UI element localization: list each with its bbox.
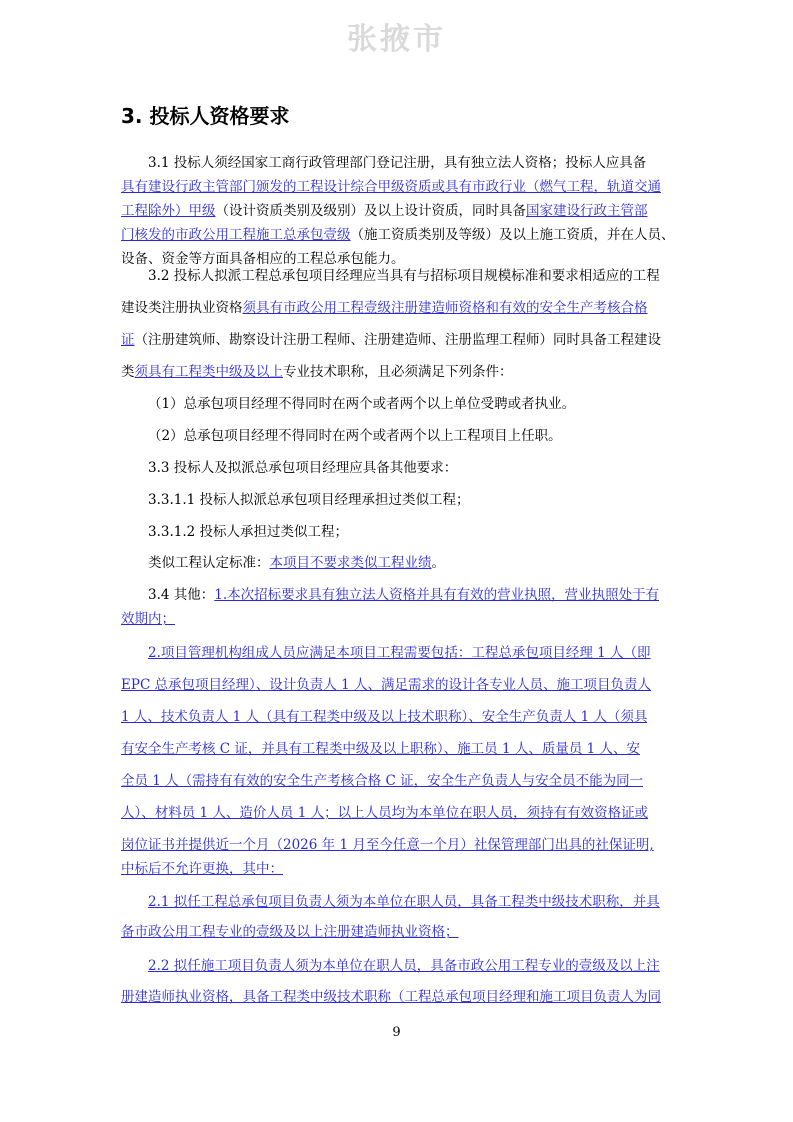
paragraph-3-1-line: 3.1 投标人须经国家工商行政管理部门登记注册，具有独立法人资格；投标人应具备 [148, 155, 647, 171]
link-project-team[interactable]: EPC 总承包项目经理）、设计负责人 1 人、满足需求的设计各专业人员、施工项目负责人 [121, 677, 651, 693]
link-item-2-2[interactable]: 册建造师执业资格，具备工程类中级技术职称（工程总承包项目经理和施工项目负责人为同 [121, 989, 661, 1005]
text-segment: 类似工程认定标准： [148, 555, 270, 571]
similar-project-standard [148, 553, 445, 573]
link-project-team[interactable]: 有安全生产考核 C 证，并具有工程类中级及以上职称）、施工员 1 人、质量员 1 人、安 [121, 741, 641, 757]
paragraph-3-1-line [121, 225, 675, 245]
link-project-team[interactable]: 1 人、技术负责人 1 人（具有工程类中级及以上技术职称）、安全生产负责人 1 人（须具 [121, 709, 648, 725]
text-segment: 建设类注册执业资格 [121, 300, 243, 316]
paragraph-3-2-line [121, 298, 648, 318]
text-segment: 专业技术职称，且必须满足下列条件： [283, 364, 513, 380]
link-business-license[interactable]: 1.本次招标要求具有独立法人资格并具有有效的营业执照，营业执照处于有 [214, 587, 660, 603]
paragraph-3-1-line [121, 201, 648, 221]
text-segment: （注册建筑师、勘察设计注册工程师、注册建造师、注册监理工程师）同时具备工程建设 [134, 332, 661, 348]
paragraph-3-1-line: 设备、资金等方面具备相应的工程总承包能力。 [121, 251, 405, 267]
paragraph-3-2-line [121, 362, 513, 382]
condition-1: （1）总承包项目经理不得同时在两个或者两个以上单位受聘或者执业。 [148, 396, 576, 412]
link-construction-qualification[interactable]: 国家建设行政主管部 [526, 203, 648, 219]
link-item-2-1[interactable]: 备市政公用工程专业的壹级及以上注册建造师执业资格； [121, 924, 459, 940]
paragraph-3-2-line [121, 330, 661, 350]
link-design-qualification[interactable]: 工程除外）甲级 [121, 203, 216, 219]
link-project-team[interactable]: 中标后不允许更换，其中： [121, 861, 283, 877]
link-project-team[interactable]: 全员 1 人（需持有有效的安全生产考核合格 C 证，安全生产负责人与安全员不能为同一 [121, 773, 644, 789]
link-manager-qualification[interactable]: 须具有市政公用工程壹级注册建造师资格和有效的安全生产考核合格 [242, 300, 648, 316]
paragraph-3-3-line: 3.3 投标人及拟派总承包项目经理应具备其他要求： [148, 460, 458, 476]
link-similar-project[interactable]: 本项目不要求类似工程业绩 [269, 555, 432, 571]
text-segment: （施工资质类别及等级）及以上施工资质，并在人员、 [350, 227, 675, 243]
condition-2: （2）总承包项目经理不得同时在两个或者两个以上工程项目上任职。 [148, 428, 562, 444]
link-project-team[interactable]: 2.项目管理机构组成人员应满足本项目工程需要包括：工程总承包项目经理 1 人（即 [148, 645, 651, 661]
link-construction-qualification[interactable]: 门核发的市政公用工程施工总承包壹级 [121, 227, 351, 243]
link-manager-qualification[interactable]: 证 [121, 332, 135, 348]
link-item-2-1[interactable]: 2.1 拟任工程总承包项目负责人须为本单位在职人员，具备工程类中级技术职称，并具 [148, 894, 660, 910]
paragraph-3-3-1-2: 3.3.1.2 投标人承担过类似工程； [148, 524, 349, 540]
watermark: 张掖市 [347, 22, 446, 57]
paragraph-3-3-1-1: 3.3.1.1 投标人拟派总承包项目经理承担过类似工程； [148, 492, 470, 508]
link-project-team[interactable]: 岗位证书并提供近一个月（2026 年 1 月至今任意一个月）社保管理部门出具的社保证明, [121, 837, 654, 853]
link-design-qualification[interactable]: 具有建设行政主管部门颁发的工程设计综合甲级资质或具有市政行业（燃气工程，轨道交通 [121, 179, 661, 195]
text-segment: 。 [431, 555, 445, 571]
paragraph-3-4-line [148, 585, 659, 605]
link-business-license[interactable]: 效期内； [121, 611, 175, 627]
page-number: 9 [392, 1025, 401, 1040]
link-title-requirement[interactable]: 须具有工程类中级及以上 [134, 364, 283, 380]
paragraph-3-2-line: 3.2 投标人拟派工程总承包项目经理应当具有与招标项目规模标准和要求相适应的工程 [148, 268, 660, 284]
text-segment: （设计资质类别及级别）及以上设计资质，同时具备 [215, 203, 526, 219]
link-item-2-2[interactable]: 2.2 拟任施工项目负责人须为本单位在职人员，具备市政公用工程专业的壹级及以上注 [148, 958, 660, 974]
text-segment: 类 [121, 364, 135, 380]
section-heading: 3. 投标人资格要求 [121, 104, 290, 128]
text-segment: 3.4 其他： [148, 587, 215, 603]
link-project-team[interactable]: 人）、材料员 1 人、造价人员 1 人；以上人员均为本单位在职人员，须持有有效资格证或 [121, 805, 649, 821]
